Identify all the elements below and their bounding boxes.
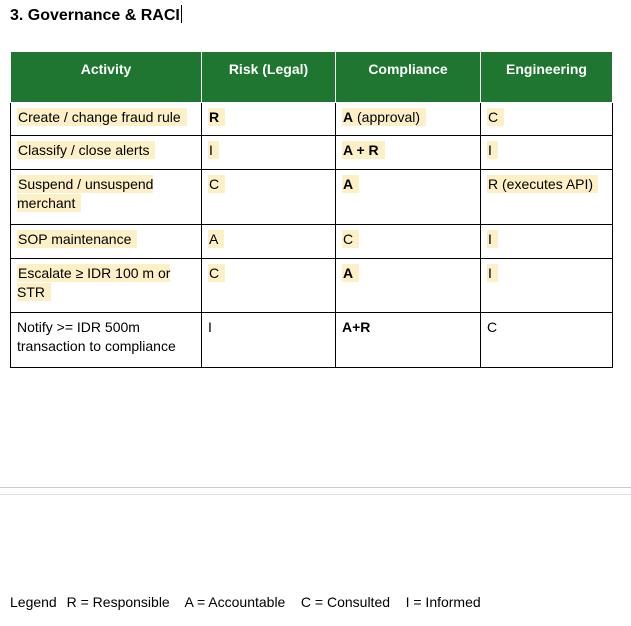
table-row <box>11 136 613 170</box>
table-row <box>11 259 613 313</box>
legend <box>10 594 481 610</box>
cell-risk[interactable]: C <box>202 170 336 225</box>
cell-risk[interactable]: I <box>202 313 336 368</box>
cell-activity[interactable]: Suspend / unsuspend merchant <box>11 170 202 225</box>
legend-label: Legend <box>10 594 57 610</box>
cell-compliance[interactable]: A+R <box>336 313 481 368</box>
cell-engineering[interactable]: I <box>481 259 613 313</box>
cell-engineering[interactable]: I <box>481 136 613 170</box>
cell-risk[interactable]: R <box>202 103 336 136</box>
legend-item-consulted: C = Consulted <box>300 594 391 610</box>
table-row <box>11 170 613 225</box>
cell-risk[interactable]: C <box>202 259 336 313</box>
text-cursor <box>181 5 182 23</box>
header-engineering: Engineering <box>481 52 613 103</box>
cell-activity[interactable]: Escalate ≥ IDR 100 m or STR <box>11 259 202 313</box>
table-header-row <box>11 52 613 103</box>
cell-risk[interactable]: A <box>202 225 336 259</box>
cell-compliance[interactable]: A + R <box>336 136 481 170</box>
cell-activity[interactable]: Create / change fraud rule <box>11 103 202 136</box>
cell-compliance[interactable]: A (approval) <box>336 103 481 136</box>
header-compliance: Compliance <box>336 52 481 103</box>
table-row <box>11 225 613 259</box>
table-row <box>11 103 613 136</box>
cell-engineering[interactable]: C <box>481 313 613 368</box>
legend-item-responsible: R = Responsible <box>66 594 170 610</box>
page-divider <box>0 487 631 488</box>
cell-activity[interactable]: Notify >= IDR 500m transaction to compliance <box>11 313 202 368</box>
cell-engineering[interactable]: I <box>481 225 613 259</box>
header-risk-legal: Risk (Legal) <box>202 52 336 103</box>
raci-table <box>10 51 613 368</box>
cell-activity[interactable]: SOP maintenance <box>11 225 202 259</box>
header-activity: Activity <box>11 52 202 103</box>
cell-compliance[interactable]: C <box>336 225 481 259</box>
cell-engineering[interactable]: R (executes API) <box>481 170 613 225</box>
section-heading: 3. Governance & RACI <box>10 7 180 24</box>
table-row <box>11 313 613 368</box>
cell-compliance[interactable]: A <box>336 259 481 313</box>
legend-item-accountable: A = Accountable <box>184 594 286 610</box>
legend-item-informed: I = Informed <box>405 594 481 610</box>
page-divider-shadow <box>0 494 631 495</box>
cell-compliance[interactable]: A <box>336 170 481 225</box>
cell-activity[interactable]: Classify / close alerts <box>11 136 202 170</box>
cell-engineering[interactable]: C <box>481 103 613 136</box>
cell-risk[interactable]: I <box>202 136 336 170</box>
